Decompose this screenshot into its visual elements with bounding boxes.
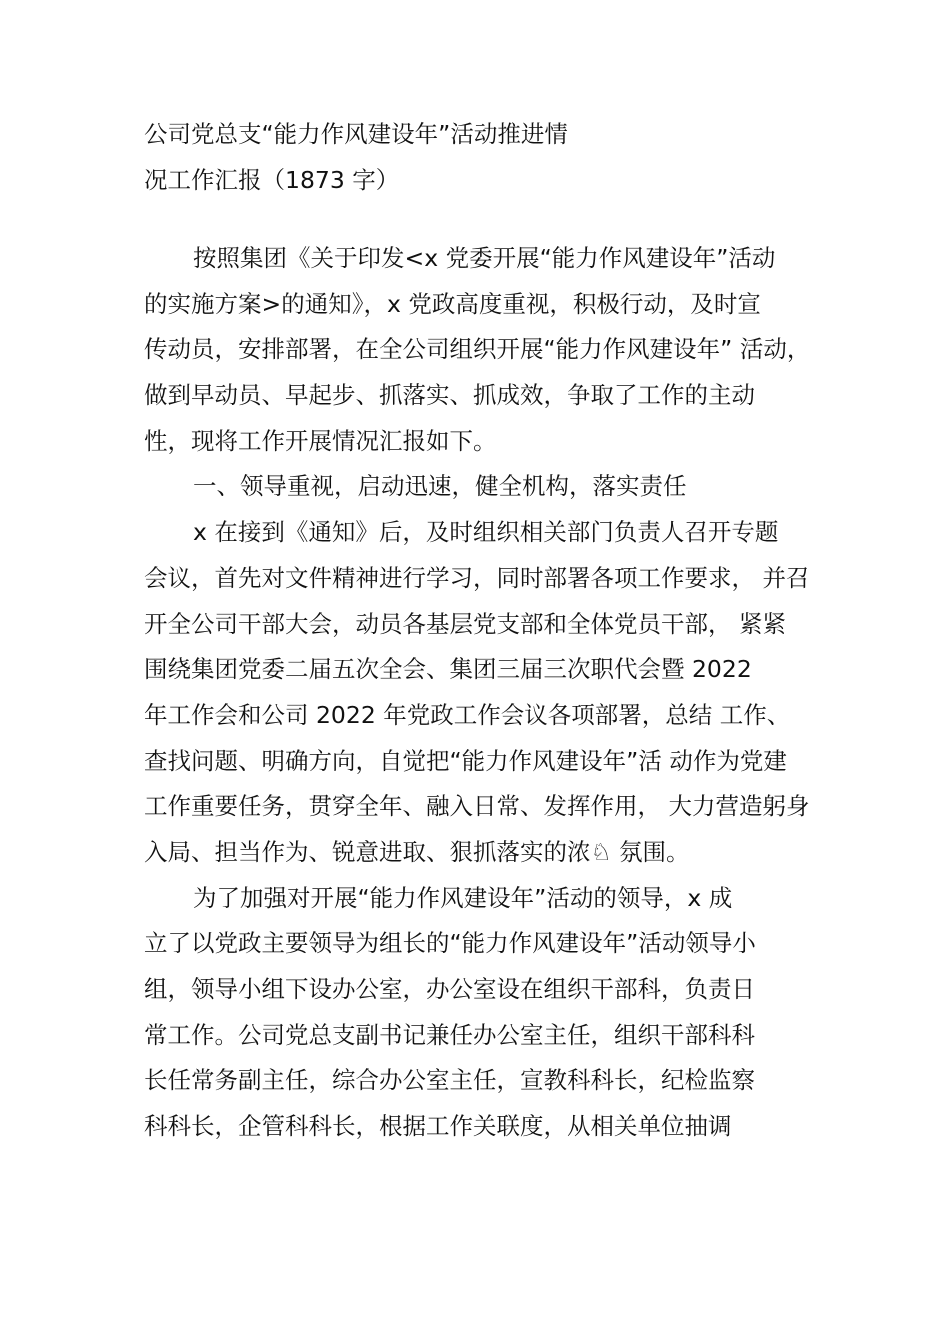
paragraph-line: 开全公司干部大会，动员各基层党支部和全体党员干部， 紧紧: [144, 609, 786, 638]
paragraph-line: 工作重要任务，贯穿全年、融入日常、发挥作用， 大力营造躬身: [144, 792, 810, 821]
title-line: 况工作汇报（1873 字）: [144, 165, 400, 194]
paragraph-line: 常工作。公司党总支副书记兼任办公室主任，组织干部科科: [144, 1020, 755, 1049]
paragraph-line: 性，现将工作开展情况汇报如下。: [144, 426, 497, 455]
paragraph-line: 长任常务副主任，综合办公室主任，宣教科科长，纪检监察: [144, 1066, 755, 1095]
paragraph-line: 入局、担当作为、锐意进取、狠抓落实的浓♘ 氛围。: [144, 837, 690, 866]
paragraph-line: 按照集团《关于印发<x 党委开展“能力作风建设年”活动: [193, 244, 776, 272]
paragraph-line: 立了以党政主要领导为组长的“能力作风建设年”活动领导小: [144, 929, 756, 958]
paragraph-line: 为了加强对开展“能力作风建设年”活动的领导，x 成: [193, 883, 733, 912]
paragraph-line: 组，领导小组下设办公室，办公室设在组织干部科，负责日: [144, 975, 755, 1003]
paragraph-line: 做到早动员、早起步、抓落实、抓成效，争取了工作的主动: [144, 381, 755, 410]
document-body: [144, 236, 844, 1150]
title-line: 公司党总支“能力作风建设年”活动推进情: [144, 120, 568, 148]
section-heading: 一、领导重视，启动迅速，健全机构，落实责任: [193, 472, 687, 501]
paragraph-line: 年工作会和公司 2022 年党政工作会议各项部署，总结 工作、: [144, 700, 791, 729]
paragraph-line: 科科长，企管科科长，根据工作关联度，从相关单位抽调: [144, 1112, 732, 1141]
paragraph-line: 传动员，安排部署，在全公司组织开展“能力作风建设年” 活动，: [144, 335, 811, 364]
paragraph-line: 的实施方案>的通知》，x 党政高度重视，积极行动，及时宣: [144, 289, 761, 318]
document-title: [144, 112, 844, 203]
paragraph-line: 查找问题、明确方向，自觉把“能力作风建设年”活 动作为党建: [144, 746, 787, 775]
paragraph-line: 会议，首先对文件精神进行学习，同时部署各项工作要求， 并召: [144, 563, 810, 592]
paragraph-line: x 在接到《通知》后，及时组织相关部门负责人召开专题: [193, 518, 779, 547]
paragraph-line: 围绕集团党委二届五次全会、集团三届三次职代会暨 2022: [144, 655, 752, 684]
